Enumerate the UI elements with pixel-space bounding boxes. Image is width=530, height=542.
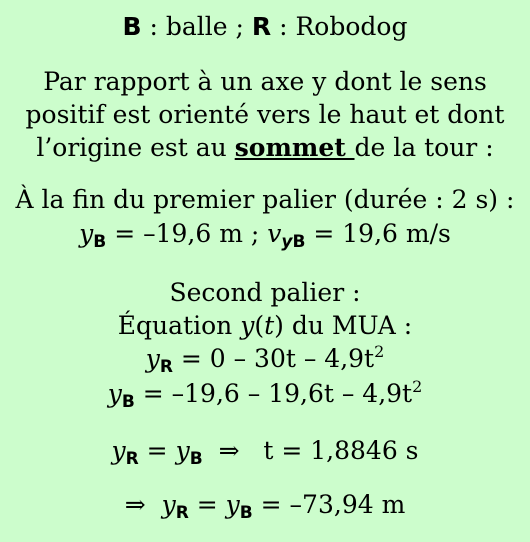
time-value: t = 1,8846 s (263, 436, 419, 465)
ball-label: : balle ; (141, 12, 252, 41)
robodog-symbol: R (251, 12, 272, 41)
first-stage-heading: À la fin du premier palier (durée : 2 s) : (15, 185, 515, 214)
time-result: $y_R = y_B$ ⇒ t = 1,8846 s (111, 436, 419, 469)
intro-line-2: positif est orienté vers le haut et dont (25, 100, 505, 129)
yR-equation: $y_R = 0 - 30t - 4,9t^2$ (145, 342, 385, 377)
position-value: = –73,94 m (252, 490, 406, 519)
legend-line (0, 12, 530, 42)
ball-symbol: B (122, 12, 142, 41)
yB-equation: $y_B = -19,6 - 19,6t - 4,9t^2$ (107, 377, 423, 412)
equation-label: Équation y(t) du MUA : (117, 311, 413, 340)
implies-symbol-1: ⇒ (218, 436, 240, 465)
position-result: ⇒ $y_R = y_B = -73,94$ m (124, 490, 406, 523)
second-stage-heading: Second palier : (169, 278, 361, 307)
vyB-value: = 19,6 m/s (305, 219, 451, 248)
robodog-label: : Robodog (271, 12, 408, 41)
implies-symbol-2: ⇒ (124, 490, 146, 519)
first-stage-values: $y_B = -19,6$ m ; $v_{yB} = 19,6$ m/s (79, 219, 451, 252)
yB-value: = –19,6 m ; (106, 219, 268, 248)
emphasized-word: sommet (234, 133, 355, 162)
intro-line-3: l’origine est au sommet de la tour : (36, 133, 494, 162)
intro-line-1: Par rapport à un axe y dont le sens (43, 67, 487, 96)
